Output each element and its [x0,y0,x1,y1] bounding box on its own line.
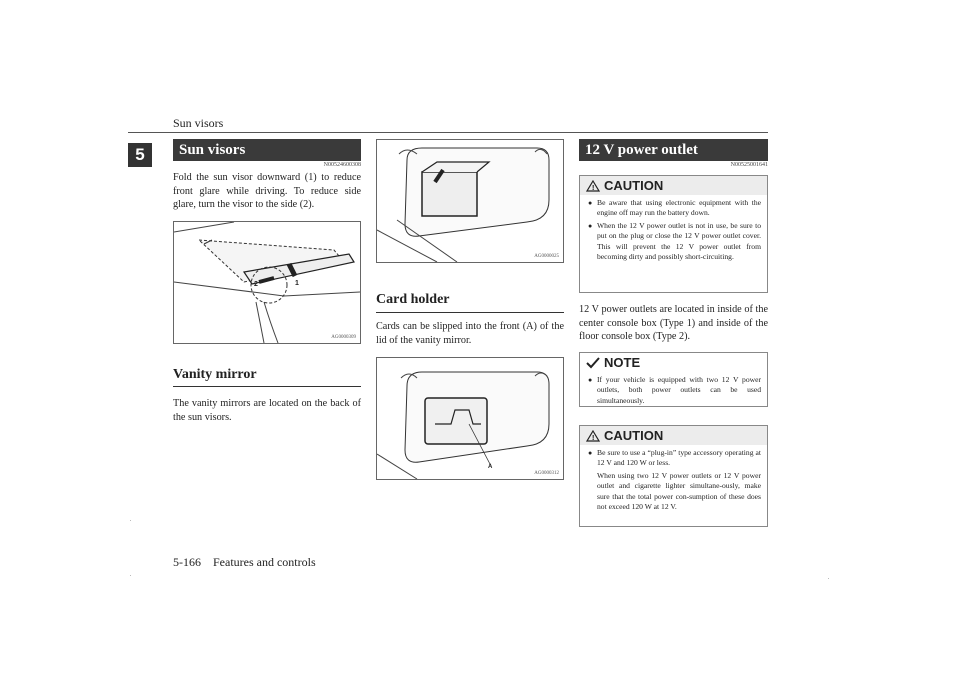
caution-header [580,426,767,445]
figure-label-2: 2 [254,281,258,288]
caution-box-1 [579,175,768,293]
sun-visor-figure [173,221,361,344]
section-code: N00525001641 [730,162,768,168]
sun-visor-illustration [174,222,360,343]
crop-mark [828,578,829,579]
svg-text:!: ! [592,434,595,442]
sun-visor-text: Fold the sun visor downward (1) to reduce front glare while driving. To reduce side glare, turn the visor to the side (2). [173,172,361,211]
running-title: Sun visors [173,116,224,130]
vanity-mirror-title: Vanity mirror [173,367,361,387]
figure-code: AG0000312 [534,471,559,476]
section-code: N00524600308 [323,162,361,168]
card-holder-title: Card holder [376,292,564,313]
note-title: NOTE [604,355,641,370]
card-holder-illustration [377,358,563,479]
header-rule [128,132,768,133]
vanity-mirror-text: The vanity mirrors are located on the back of the sun visors. [173,398,361,423]
section-title-sun-visors: Sun visors [173,139,361,161]
note-box [579,352,768,407]
vanity-mirror-illustration [377,140,563,262]
card-holder-figure [376,357,564,480]
checkmark-icon [586,357,600,369]
page-footer: 5-166 Features and controls [173,555,316,569]
caution-box-2 [579,425,768,527]
crop-mark [130,575,131,576]
power-outlet-text: 12 V power outlets are located in inside of the center console box (Type 1) and inside of the floor console box (Type 2). [579,304,768,343]
chapter-tab: 5 [128,143,152,167]
note-item: ● If your vehicle is equipped with two 12 V power outlets, both power outlets can be used simultaneously. [588,375,761,406]
caution-continuation: When using two 12 V power outlets or 12 V power outlet and cigarette lighter simultane-ously, make sure that the total power con-sumption of these does not exceed 120 W at 12 V. [597,470,761,512]
svg-text:!: ! [592,184,595,192]
warning-triangle-icon [586,430,600,442]
figure-code: AG0000309 [331,335,356,340]
figure-label-a: A [488,464,493,470]
caution-title: CAUTION [604,178,664,193]
caution-title: CAUTION [604,428,664,443]
caution-item: ● When the 12 V power outlet is not in use, be sure to put on the plug or close the 12 V power outlet cover. This will prevent the 12 V power outlet from becoming dirty and possibly short-circuiting. [588,221,761,263]
caution-item: ● Be sure to use a “plug-in” type accessory operating at 12 V and 120 W or less. [588,448,761,469]
figure-code: AG0000025 [534,254,559,259]
figure-label-1: 1 [295,280,299,287]
caution-header [580,176,767,195]
note-header [580,353,767,372]
section-title-power-outlet: 12 V power outlet [579,139,768,161]
warning-triangle-icon [586,180,600,192]
card-holder-text: Cards can be slipped into the front (A) of the lid of the vanity mirror. [376,321,564,346]
vanity-mirror-figure [376,139,564,263]
caution-item: ● Be aware that using electronic equipment with the engine off may run the battery down. [588,198,761,219]
crop-mark [130,520,131,521]
